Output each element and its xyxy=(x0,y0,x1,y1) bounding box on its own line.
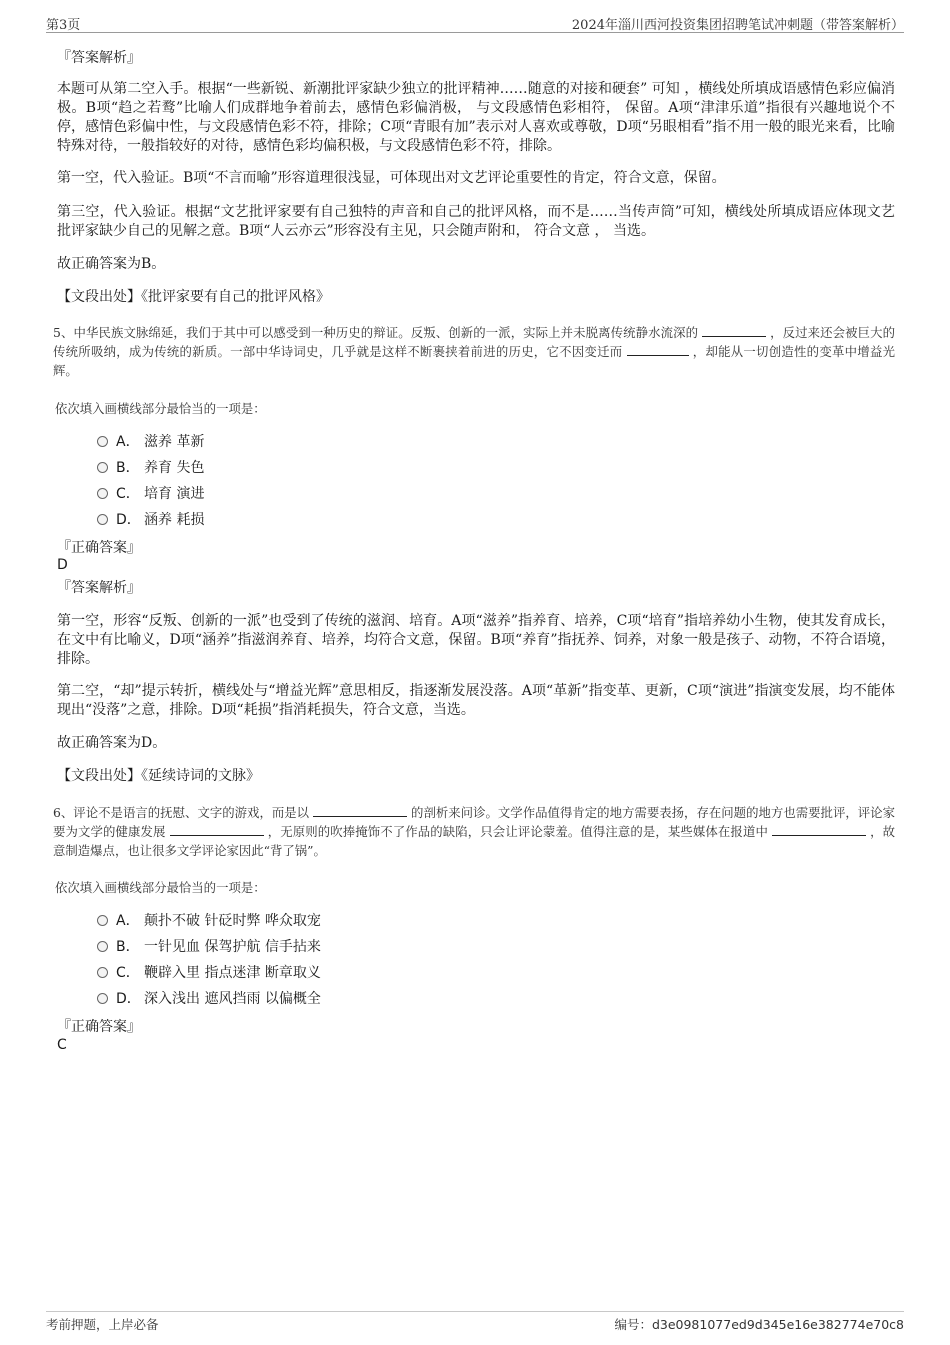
q5-analysis-p1: 第一空，形容“反叛、创新的一派”也受到了传统的滋润、培育。A项“滋养”指养育、培养，C项“培育”指培养幼小生物，使其发育成长，在文中有比喻义，D项“涵养”指滋润养育、培养，均符合文意，保留。B项“养育”指抚养、饲养，对象一般是孩子、动物，不符合语境，排除。 xyxy=(57,613,895,667)
radio-icon[interactable] xyxy=(97,915,108,926)
q6-option-b[interactable] xyxy=(97,938,321,956)
option-letter: A． xyxy=(116,913,140,929)
q5-option-a[interactable] xyxy=(97,433,204,451)
q5-source: 【文段出处】《延续诗词的文脉》 xyxy=(57,768,260,784)
option-text: 颠扑不破 针砭时弊 哗众取宠 xyxy=(144,913,321,929)
option-letter: D． xyxy=(116,512,141,528)
q5-analysis-p2: 第二空，“却”提示转折，横线处与“增益光辉”意思相反，指逐渐发展没落。A项“革新”指变革、更新，C项“演进”指演变发展，均不能体现出“没落”之意，排除。D项“耗损”指消耗损失，符合文意，当选。 xyxy=(57,683,895,718)
code-label: 编号： xyxy=(614,1317,652,1332)
footer-slogan: 考前押题，上岸必备 xyxy=(46,1317,159,1332)
code-value: d3e0981077ed9d345e16e382774e70c8 xyxy=(651,1317,904,1332)
option-letter: C． xyxy=(116,486,140,502)
q6-stem-part4: ，故意制造爆点，也让很多文学评论家因此“背了锅”。 xyxy=(53,824,895,858)
option-text: 鞭辟入里 指点迷津 断章取义 xyxy=(144,965,321,981)
option-letter: A． xyxy=(116,434,140,450)
q6-option-d[interactable] xyxy=(97,990,321,1008)
page-footer xyxy=(46,1311,904,1335)
q4-analysis-p2: 第一空，代入验证。B项“不言而喻”形容道理很浅显，可体现出对文艺评论重要性的肯定，符合文意，保留。 xyxy=(57,170,726,186)
q6-correct-answer: C xyxy=(57,1037,67,1053)
q6-blank-1 xyxy=(313,804,407,817)
document-title: 2024年淄川西河投资集团招聘笔试冲刺题（带答案解析） xyxy=(571,18,904,33)
q4-source: 【文段出处】《批评家要有自己的批评风格》 xyxy=(57,289,330,305)
radio-icon[interactable] xyxy=(97,488,108,499)
option-text: 深入浅出 遮风挡雨 以偏概全 xyxy=(144,991,321,1007)
q5-correct-label: 『正确答案』 xyxy=(57,540,141,556)
q5-blank-2 xyxy=(627,343,689,356)
q5-stem-part3: ，却能从一切创造性的变革中增益光辉。 xyxy=(53,344,895,378)
radio-icon[interactable] xyxy=(97,462,108,473)
q4-conclusion: 故正确答案为B。 xyxy=(57,256,166,272)
option-letter: B． xyxy=(116,460,140,476)
option-letter: B． xyxy=(116,939,140,955)
option-letter: C． xyxy=(116,965,140,981)
radio-icon[interactable] xyxy=(97,436,108,447)
q6-option-c[interactable] xyxy=(97,964,321,982)
option-text: 培育 演进 xyxy=(144,486,205,502)
radio-icon[interactable] xyxy=(97,941,108,952)
radio-icon[interactable] xyxy=(97,967,108,978)
q4-analysis-p1: 本题可从第二空入手。根据“一些新锐、新潮批评家缺少独立的批评精神……随意的对接和硬套” 可知 ，横线处所填成语感情色彩应偏消极。B项“趋之若鹜”比喻人们成群地争着前去，感情色彩偏消极， 与文段感情色彩相符， 保留。A项“津津乐道”指很有兴趣地说个不停，感情色彩偏中性，与文段感情色彩不符，排除；C项“青眼有加”表示对人喜欢或尊敬，D项“另眼相看”指不用一般的眼光来看，比喻特殊对待，一般指较好的对待，感情色彩均偏积极，与文段感情色彩不符，排除。 xyxy=(57,81,895,154)
q5-blank-1 xyxy=(702,324,766,337)
option-text: 养育 失色 xyxy=(144,460,205,476)
q5-instruction: 依次填入画横线部分最恰当的一项是： xyxy=(55,401,266,416)
page-header xyxy=(46,14,904,33)
q6-stem-part1: 6、评论不是语言的抚慰、文字的游戏，而是以 xyxy=(53,805,310,820)
q5-option-b[interactable] xyxy=(97,459,204,477)
q6-option-a[interactable] xyxy=(97,912,321,930)
q5-option-c[interactable] xyxy=(97,485,204,503)
q6-blank-3 xyxy=(772,823,866,836)
option-text: 涵养 耗损 xyxy=(144,512,205,528)
option-text: 滋养 革新 xyxy=(144,434,205,450)
q5-analysis-label: 『答案解析』 xyxy=(57,580,141,596)
radio-icon[interactable] xyxy=(97,514,108,525)
q6-instruction: 依次填入画横线部分最恰当的一项是： xyxy=(55,880,266,895)
q6-blank-2 xyxy=(170,823,264,836)
page-number: 第3页 xyxy=(46,18,81,33)
q5-stem xyxy=(53,323,895,380)
radio-icon[interactable] xyxy=(97,993,108,1004)
q5-stem-part1: 5、中华民族文脉绵延，我们于其中可以感受到一种历史的辩证。反叛、创新的一派，实际上并未脱离传统静水流深的 xyxy=(53,325,699,340)
q4-analysis-p3: 第三空，代入验证。根据“文艺批评家要有自己独特的声音和自己的批评风格，而不是……当传声筒”可知，横线处所填成语应体现文艺批评家缺少自己的见解之意。B项“人云亦云”形容没有主见，只会随声附和， 符合文意 ， 当选。 xyxy=(57,204,895,239)
option-letter: D． xyxy=(116,991,141,1007)
q6-stem xyxy=(53,803,895,860)
document-code xyxy=(614,1315,904,1333)
q6-stem-part3: ，无原则的吹捧掩饰不了作品的缺陷，只会让评论蒙羞。值得注意的是，某些媒体在报道中 xyxy=(267,824,768,839)
q4-analysis-label: 『答案解析』 xyxy=(57,50,141,66)
q5-stem-part2: ，反过来还会被巨大的传统所吸纳，成为传统的新质。一部中华诗词史，几乎就是这样不断裹挟着前进的历史，它不因变迁而 xyxy=(53,325,895,359)
q6-correct-label: 『正确答案』 xyxy=(57,1019,141,1035)
q6-stem-part2: 的剖析来问诊。文学作品值得肯定的地方需要表扬，存在问题的地方也需要批评，评论家要为文学的健康发展 xyxy=(53,805,895,839)
q5-conclusion: 故正确答案为D。 xyxy=(57,735,167,751)
q5-option-d[interactable] xyxy=(97,511,204,529)
q5-correct-answer: D xyxy=(57,557,68,573)
option-text: 一针见血 保驾护航 信手拈来 xyxy=(144,939,321,955)
